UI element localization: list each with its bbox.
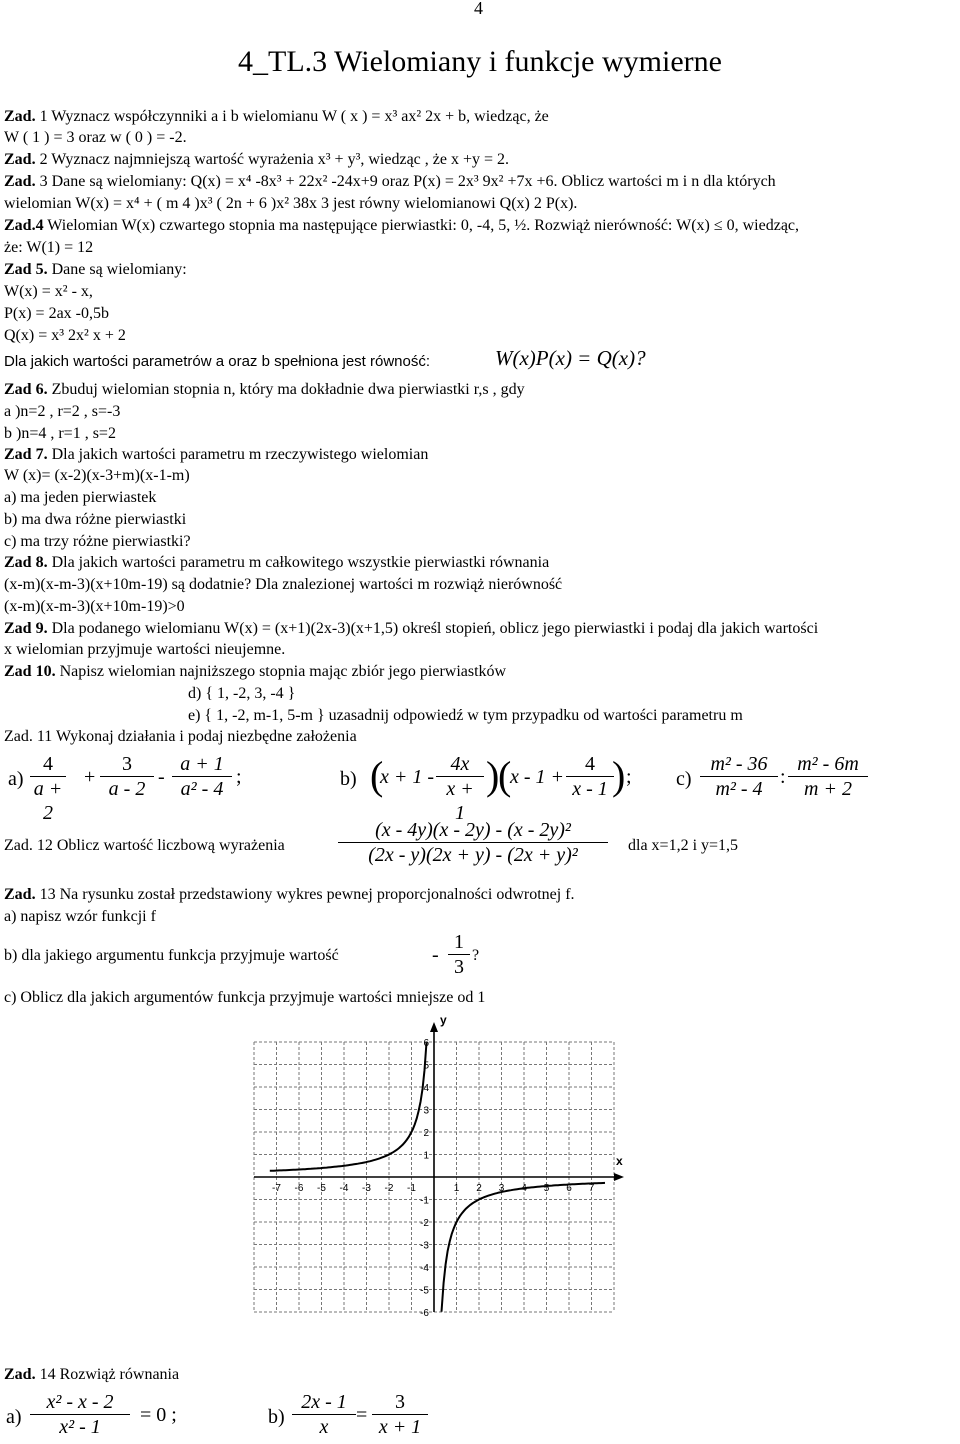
equals-sign: = [356,1404,368,1426]
paren-open: ( [370,753,384,798]
task-3 [4,172,776,192]
task-5 [4,260,187,280]
denominator: (2x - y)(2x + y) - (2x + y)² [338,842,608,867]
x-tick-label: 3 [498,1183,505,1194]
task-label: Zad. [4,1366,36,1383]
y-tick-label: -4 [420,1263,429,1274]
paren-close: ) [486,753,500,798]
task-text: Dla jakich wartości parametru m całkowitego wszystkie pierwiastki równania [47,554,550,571]
numerator: 1 [454,931,464,953]
task-11-c-frac2 [788,752,868,801]
task-13-c: c) Oblicz dla jakich argumentów funkcja przyjmuje wartości mniejsze od 1 [4,989,486,1006]
y-tick-label: -2 [420,1218,429,1229]
task-10 [4,662,506,682]
task-5-w: W(x) = x² - x, [4,283,93,300]
task-text: Wyznacz najmniejszą wartość wyrażenia x³ + y³, wiedząc , że x +y = 2. [47,151,510,168]
x-tick-label: -4 [339,1183,349,1194]
denominator: x² - 1 [30,1414,130,1439]
task-text: Wyznacz współczynniki a i b wielomianu W ( x ) = x³ ax² 2x + b, wiedząc, że [47,108,549,125]
y-tick-label: -3 [420,1240,429,1252]
task-7-w: W (x)= (x-2)(x-3+m)(x-1-m) [4,467,190,484]
numerator: 3 [395,1391,405,1413]
task-text: Dane są wielomiany: Q(x) = x⁴ -8x³ + 22x² -24x+9 oraz P(x) = 2x³ 9x² +7x +6. Oblicz wartości m i n dla których [47,173,776,190]
task-13-a: a) napisz wzór funkcji f [4,908,156,925]
numerator: m² - 6m [797,753,859,775]
semicolon: ; [236,766,242,788]
task-10-d: d) { 1, -2, 3, -4 } [188,685,296,702]
denominator: m + 2 [788,776,868,801]
task-text: Dla jakich wartości parametru m rzeczywistego wielomian [47,446,429,463]
task-11-b-label: b) [340,768,357,790]
task-text: Zbuduj wielomian stopnia n, który ma dokładnie dwa pierwiastki r,s , gdy [47,381,525,398]
page-number: 4 [474,0,483,18]
x-tick-label: 1 [453,1183,460,1194]
task-4-line2: że: W(1) = 12 [4,239,94,256]
y-tick-label: -6 [420,1308,429,1319]
denominator: a - 2 [100,776,154,801]
task-label: Zad 10. [4,663,56,680]
paren-open: ( [498,753,512,798]
y-tick-label: 6 [423,1038,429,1049]
task-13-b: b) dla jakiego argumentu funkcja przyjmuje wartość [4,947,339,964]
task-6-a: a )n=2 , r=2 , s=-3 [4,403,121,420]
task-11: Zad. 11 Wykonaj działania i podaj niezbędne założenia [4,728,357,745]
x-axis-arrow [614,1173,624,1181]
task-number: 2 [35,151,48,168]
task-7 [4,445,428,465]
task-number: 13 [35,886,56,903]
task-5-question: Dla jakich wartości parametrów a oraz b spełniona jest równość: [4,353,431,370]
x-tick-label: 6 [566,1183,572,1194]
numerator: 3 [122,753,132,775]
curve-left-branch [270,1042,427,1171]
task-6 [4,380,525,400]
task-6-b: b )n=4 , r=1 , s=2 [4,425,116,442]
numerator: x² - x - 2 [46,1391,114,1413]
operator: - [158,766,165,788]
y-tick-label: -1 [420,1195,429,1207]
task-14-a-rhs: = 0 ; [140,1404,177,1426]
task-8-line2: (x-m)(x-m-3)(x+10m-19) są dodatnie? Dla znalezionej wartości m rozwiąż nierówność [4,576,563,593]
y-tick-label: -5 [420,1285,429,1297]
task-11-c-frac1 [700,752,778,801]
task-text: Napisz wielomian najniższego stopnia mając zbiór jego pierwiastków [55,663,507,680]
paren-close: ) [612,753,626,798]
x-tick-label: 7 [588,1183,595,1194]
numerator: m² - 36 [710,753,768,775]
task-text: Rozwiąż równania [55,1366,180,1383]
task-label: Zad 6. [4,381,48,398]
task-12: Zad. 12 Oblicz wartość liczbową wyrażenia [4,837,285,854]
numerator: (x - 4y)(x - 2y) - (x - 2y)² [375,819,571,841]
task-7-c: c) ma trzy różne pierwiastki? [4,533,191,550]
minus-sign: - [432,944,439,966]
task-10-e: e) { 1, -2, m-1, 5-m } uzasadnij odpowiedź w tym przypadku od wartości parametru m [188,707,743,724]
task-label: Zad. [4,886,36,903]
task-14-b-frac2 [372,1390,428,1439]
task-11-a-frac3 [172,752,232,801]
task-text: Wielomian W(x) czwartego stopnia ma następujące pierwiastki: 0, -4, 5, ½. Rozwiąż nierówność: W(x) ≤ 0, wiedząc, [43,217,800,234]
task-5-equation: W(x)P(x) = Q(x)? [495,346,646,370]
task-12-expression [338,818,608,867]
task-5-p: P(x) = 2ax -0,5b [4,305,110,322]
operator: + [84,766,96,788]
task-label: Zad 8. [4,554,48,571]
task-11-a-frac2 [100,752,154,801]
y-axis-arrow [430,1022,438,1032]
task-8 [4,553,549,573]
semicolon: ; [626,766,632,788]
task-text: Dla podanego wielomianu W(x) = (x+1)(2x-3)(x+1,5) określ stopień, oblicz jego pierwiastki i podaj dla jakich wartości [47,620,819,637]
denominator: x + 1 [436,776,484,825]
task-7-a: a) ma jeden pierwiastek [4,489,157,506]
y-tick-label: 5 [423,1060,429,1072]
y-tick-label: 4 [423,1083,429,1094]
numerator: a + 1 [180,753,224,775]
task-4 [4,216,799,236]
x-tick-label: -1 [407,1183,416,1194]
x-tick-label: 2 [476,1183,482,1194]
task-11-b-frac2 [566,752,614,801]
page-title: 4_TL.3 Wielomiany i funkcje wymierne [238,45,722,78]
x-tick-label: -7 [272,1183,281,1194]
task-1 [4,107,549,127]
x-tick-label: -2 [384,1183,394,1194]
task-9-line2: x wielomian przyjmuje wartości nieujemne. [4,641,286,658]
task-11-b-part1: x + 1 - [380,766,435,788]
numerator: 4 [43,753,53,775]
question-mark: ? [472,947,480,964]
task-11-c-label: c) [676,768,692,790]
y-tick-label: 1 [423,1150,429,1162]
task-11-b-frac1 [436,752,484,825]
task-label: Zad. [4,151,36,168]
task-7-b: b) ma dwa różne pierwiastki [4,511,187,528]
colon: : [780,766,786,788]
task-13 [4,885,575,905]
denominator: 3 [448,954,470,979]
task-11-b-part2: x - 1 + [510,766,565,788]
task-1-line2: W ( 1 ) = 3 oraz w ( 0 ) = -2. [4,129,187,146]
numerator: 2x - 1 [301,1391,347,1413]
y-tick-label: 3 [423,1105,429,1117]
task-label: Zad. [4,108,36,125]
task-text: Na rysunku został przedstawiony wykres pewnej proporcjonalności odwrotnej f. [55,886,575,903]
denominator: x + 1 [372,1414,428,1439]
task-11-a-frac1 [30,752,66,825]
task-3-line2: wielomian W(x) = x⁴ + ( m 4 )x³ ( 2n + 6 )x² 38x 3 jest równy wielomianowi Q(x) 2 P(x). [4,195,578,212]
numerator: 4 [585,753,595,775]
x-tick-label: -3 [362,1183,371,1194]
task-label: Zad 9. [4,620,48,637]
task-14 [4,1365,179,1385]
task-14-b-frac1 [292,1390,356,1439]
task-number: 14 [35,1366,56,1383]
task-5-q: Q(x) = x³ 2x² x + 2 [4,327,126,344]
denominator: m² - 4 [700,776,778,801]
task-13-b-frac [448,930,470,979]
x-tick-label: 4 [521,1183,527,1194]
numerator: 4x [450,753,470,775]
denominator: a + 2 [30,776,66,825]
task-14-a-frac [30,1390,130,1439]
y-tick-label: 2 [423,1128,429,1139]
task-14-b-label: b) [268,1406,285,1428]
x-tick-label: -5 [317,1183,326,1194]
task-number: 3 [35,173,48,190]
x-tick-label: 5 [543,1183,550,1194]
x-axis-label: x [616,1154,623,1168]
task-label: Zad.4 [4,217,44,234]
task-label: Zad 5. [4,261,48,278]
denominator: a² - 4 [172,776,232,801]
task-8-line3: (x-m)(x-m-3)(x+10m-19)>0 [4,598,185,615]
task-label: Zad 7. [4,446,48,463]
y-axis-label: y [440,1013,447,1027]
task-label: Zad. [4,173,36,190]
denominator: x [292,1414,356,1439]
task-2 [4,150,509,170]
curve-right-branch [442,1183,606,1312]
task-14-a-label: a) [6,1406,22,1428]
x-tick-label: -6 [294,1183,304,1194]
task-12-values: dla x=1,2 i y=1,5 [628,837,739,854]
denominator: x - 1 [566,776,614,801]
task-number: 1 [35,108,48,125]
task-text: Dane są wielomiany: [47,261,187,278]
task-9 [4,619,818,639]
task-11-a-label: a) [8,768,24,790]
